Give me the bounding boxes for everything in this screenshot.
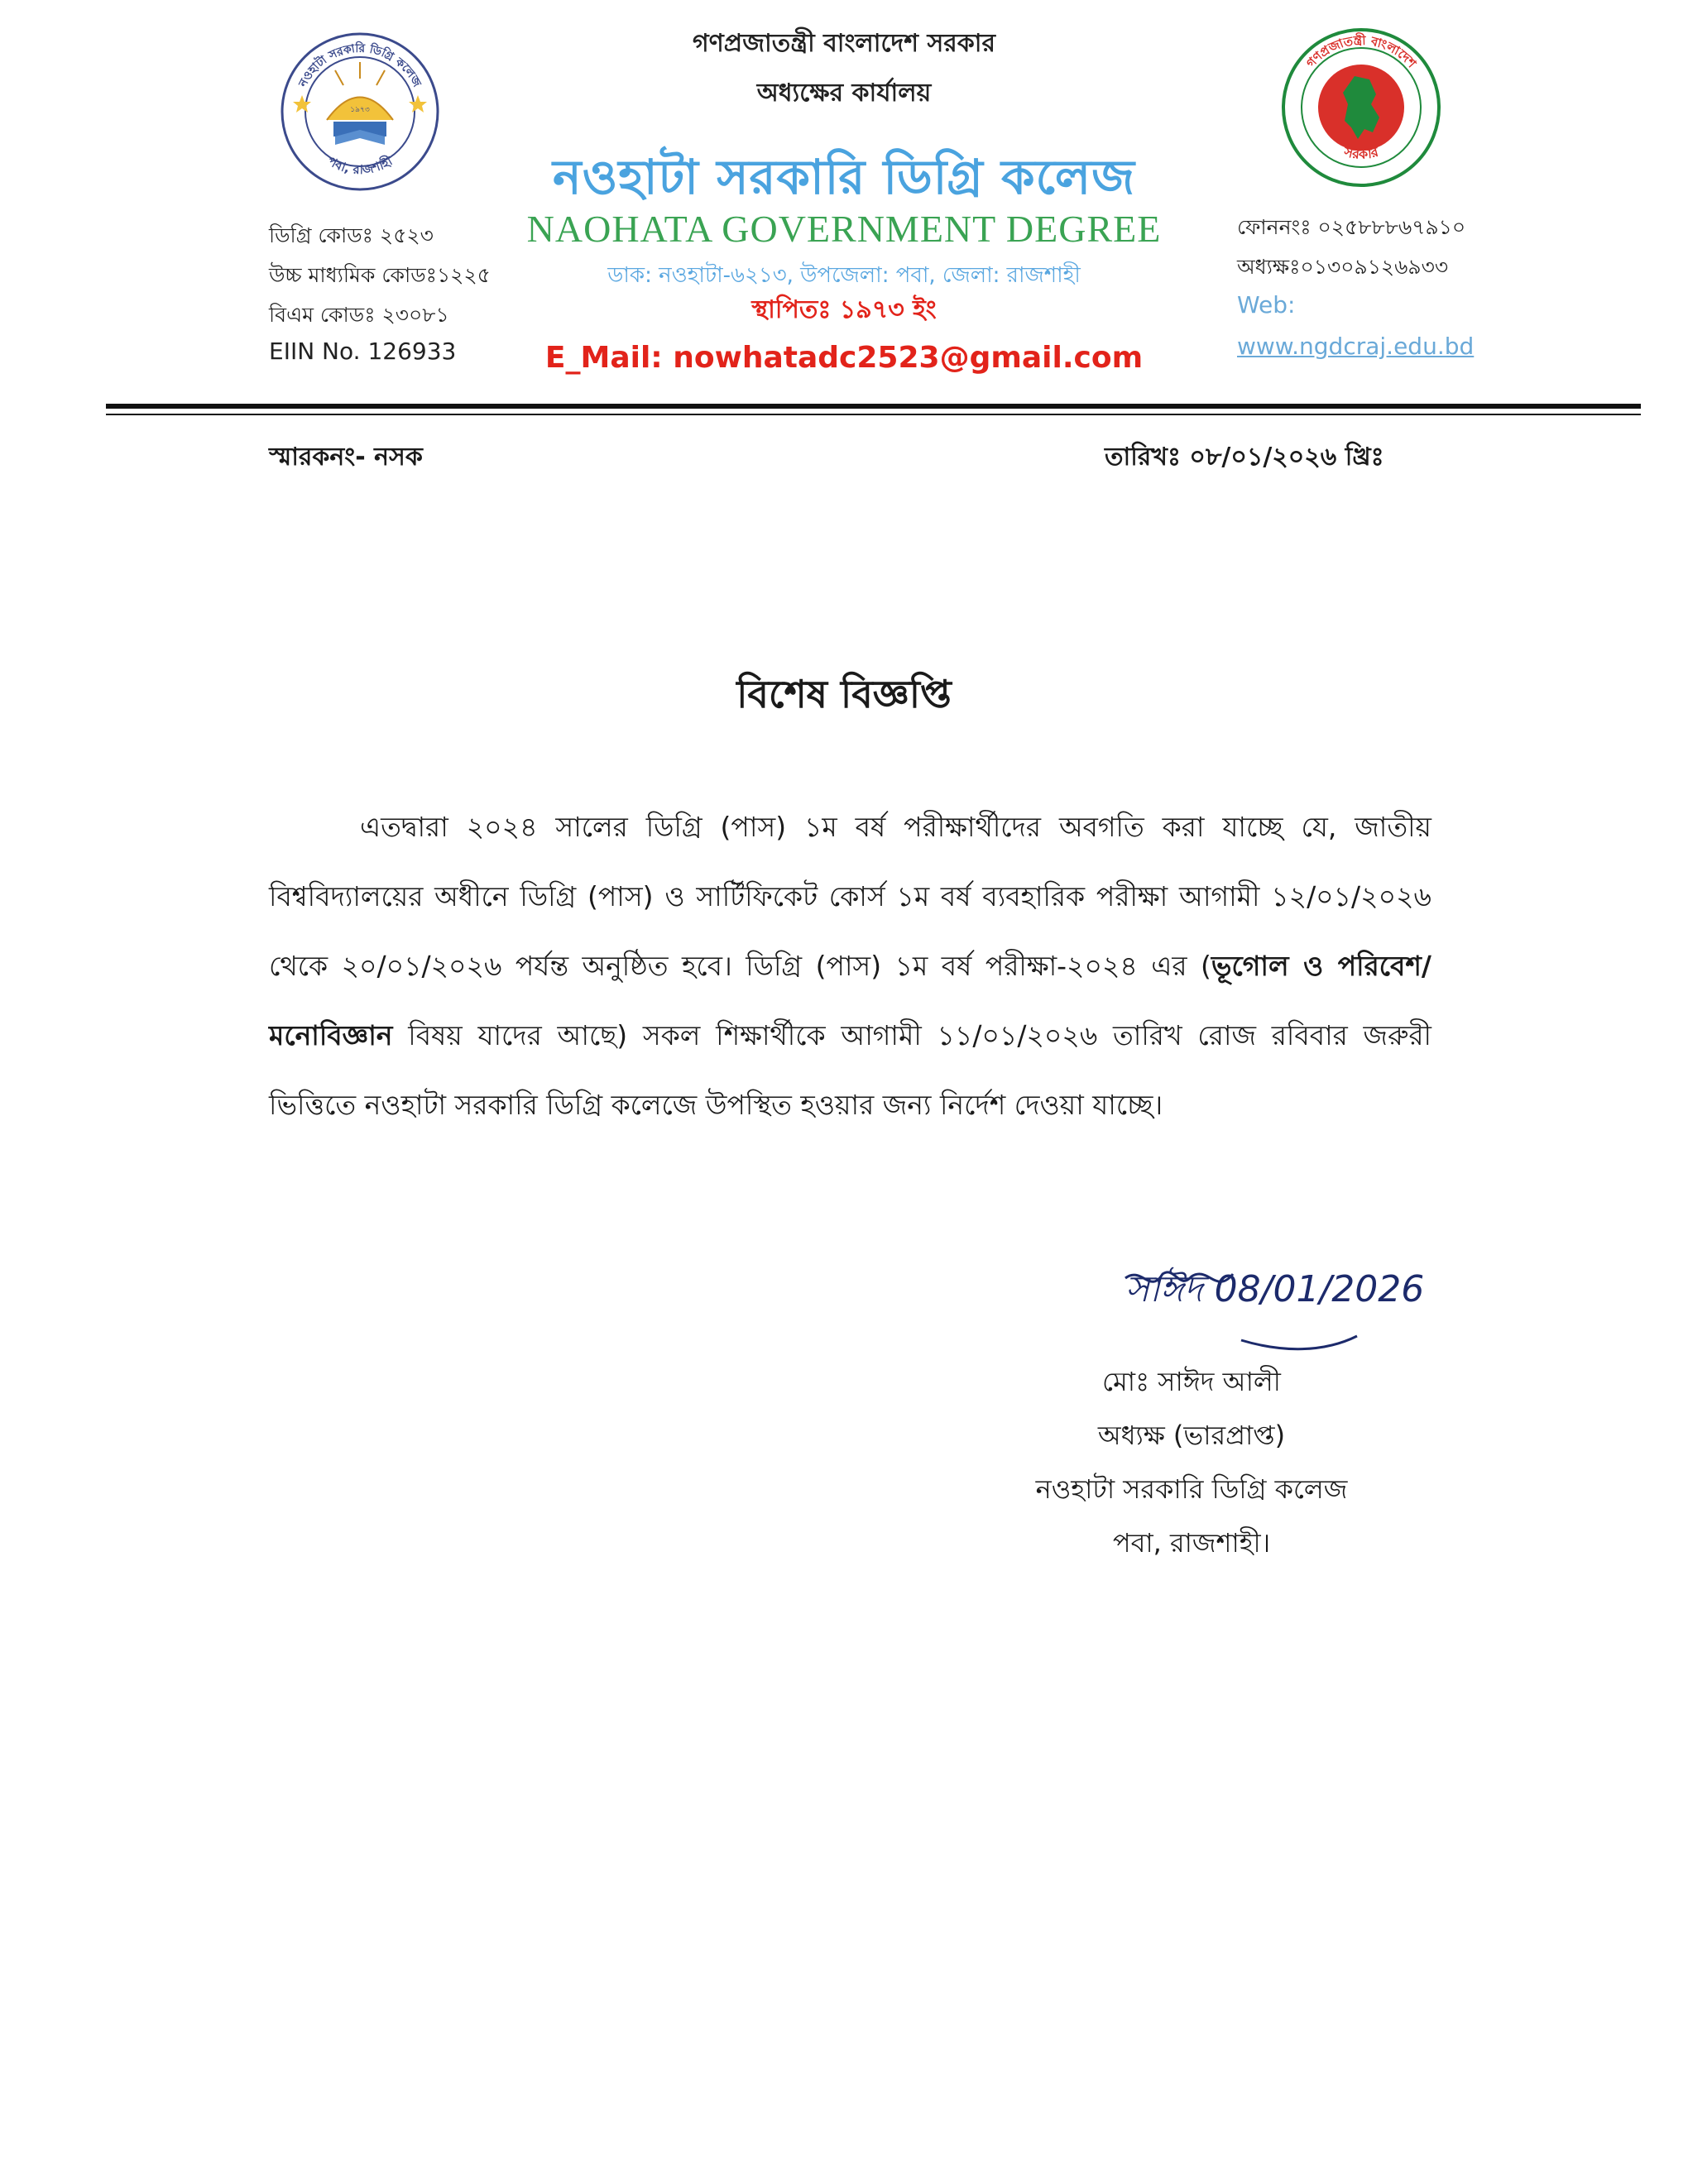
principal-phone: অধ্যক্ষঃ০১৩০৯১২৬৯৩৩ bbox=[1237, 255, 1449, 279]
degree-code: ডিগ্রি কোডঃ ২৫২৩ bbox=[269, 223, 434, 247]
eiin-number: EIIN No. 126933 bbox=[269, 338, 457, 365]
government-line: গণপ্রজাতন্ত্রী বাংলাদেশ সরকার bbox=[693, 29, 995, 58]
phone-number: ফোননংঃ ০২৫৮৮৮৬৭৯১০ bbox=[1237, 215, 1466, 239]
svg-text:সরকার bbox=[1341, 143, 1380, 162]
memo-date: তারিখঃ ০৮/০১/২০২৬ খ্রিঃ bbox=[1105, 443, 1384, 472]
notice-body-subjects: ভূগোল ও পরিবেশ/ মনোবিজ্ঞান bbox=[269, 950, 1431, 1051]
college-email[interactable]: E_Mail: nowhatadc2523@gmail.com bbox=[544, 341, 1144, 375]
notice-body bbox=[269, 793, 1431, 1140]
bm-code: বিএম কোডঃ ২৩০৮১ bbox=[269, 303, 449, 327]
header-divider-thin bbox=[106, 414, 1641, 415]
svg-text:১৯৭৩: ১৯৭৩ bbox=[350, 106, 370, 114]
svg-text:পবা, রাজশাহী bbox=[325, 152, 396, 177]
college-address: ডাক: নওহাটা-৬২১৩, উপজেলা: পবা, জেলা: রাজশাহী bbox=[607, 263, 1081, 288]
established-year: স্থাপিতঃ ১৯৭৩ ইং bbox=[751, 295, 937, 324]
seal-right-top-text: গণপ্রজাতন্ত্রী বাংলাদেশ bbox=[1302, 32, 1420, 71]
office-line: অধ্যক্ষের কার্যালয় bbox=[756, 79, 932, 108]
header-divider bbox=[106, 404, 1641, 409]
college-seal-icon bbox=[277, 29, 443, 194]
notice-title: বিশেষ বিজ্ঞপ্তি bbox=[736, 672, 952, 716]
signatory-name: মোঃ সাঈদ আলী bbox=[1102, 1366, 1281, 1397]
seal-left-top-text: নওহাটা সরকারি ডিগ্রি কলেজ bbox=[296, 41, 424, 89]
seal-right-bottom-text: সরকার bbox=[1342, 143, 1380, 163]
signatory-college: নওহাটা সরকারি ডিগ্রি কলেজ bbox=[1035, 1473, 1348, 1505]
svg-text:সাঈদ 08/01/2026: সাঈদ 08/01/2026 bbox=[1125, 1268, 1425, 1310]
notice-body-part2: বিষয় যাদের আছে) সকল শিক্ষার্থীকে আগামী ১১/০১/২০২৬ তারিখ রোজ রবিবার জরুরী ভিত্তিতে নওহাটা সরকারি ডিগ্রি কলেজে উপস্থিত হওয়ার জন্য নির্দেশ দেওয়া যাচ্ছে। bbox=[269, 1019, 1431, 1121]
hsc-code: উচ্চ মাধ্যমিক কোডঃ১২২৫ bbox=[269, 263, 491, 287]
government-seal-icon bbox=[1278, 25, 1444, 190]
web-label: Web: bbox=[1237, 291, 1296, 318]
seal-left-bottom-text: পবা, রাজশাহী bbox=[324, 153, 396, 178]
signatory-designation: অধ্যক্ষ (ভারপ্রাপ্ত) bbox=[1097, 1420, 1286, 1451]
memo-reference: স্মারকনং- নসক bbox=[269, 443, 423, 472]
website-link[interactable]: www.ngdcraj.edu.bd bbox=[1237, 333, 1475, 360]
signatory-location: পবা, রাজশাহী। bbox=[1112, 1527, 1271, 1559]
college-name-en: NAOHATA GOVERNMENT DEGREE bbox=[526, 208, 1162, 250]
notice-body-part1: এতদ্বারা ২০২৪ সালের ডিগ্রি (পাস) ১ম বর্ষ পরীক্ষার্থীদের অবগতি করা যাচ্ছে যে, জাতীয় বিশ্ববিদ্যালয়ের অধীনে ডিগ্রি (পাস) ও সার্টিফিকেট কোর্স ১ম বর্ষ ব্যবহারিক পরীক্ষা আগামী ১২/০১/২০২৬ থেকে ২০/০১/২০২৬ পর্যন্ত অনুষ্ঠিত হবে। ডিগ্রি (পাস) ১ম বর্ষ পরীক্ষা-২০২৪ এর ( bbox=[269, 811, 1431, 982]
college-name-bn: নওহাটা সরকারি ডিগ্রি কলেজ bbox=[552, 149, 1136, 205]
